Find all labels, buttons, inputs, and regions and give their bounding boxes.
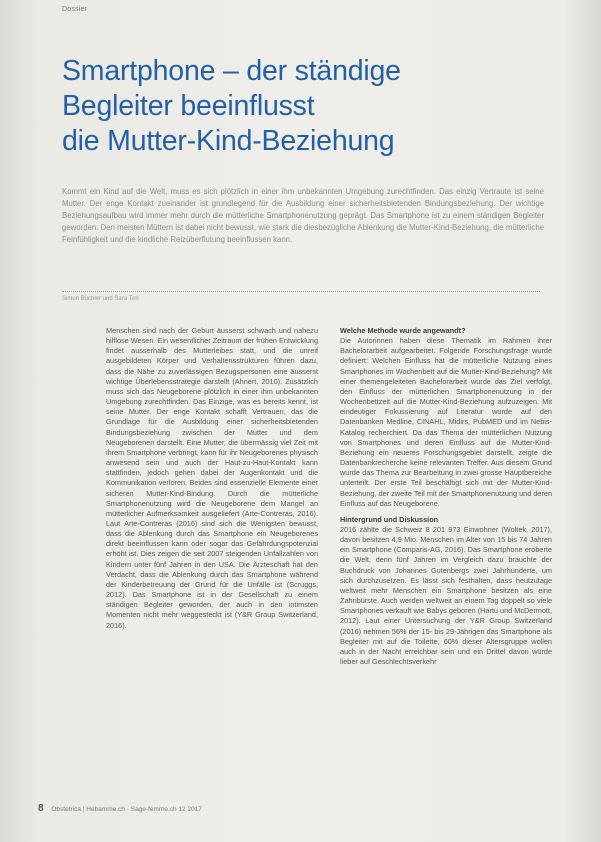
author-credit: Simon Büchler und Sara Tirri bbox=[62, 296, 139, 302]
body-text-background: 2016 zählte die Schweiz 8 201 973 Einwohner (Woltek, 2017), davon besitzen 4,9 Mio. Menschen im Alter von 15 bis 74 Jahren ein Smartphone (Comparis-AG, 2016). Das Smartphone eroberte die Welt, denn fünf Jahren im Vergleich dazu brauchte der Buchdruck von Johannes Gutenbergs zwei Jahrhunderte, um sich durchzusetzen. Es lässt sich festhalten, dass heutzutage weltweit mehr Menschen ein Smartphone besitzen als eine Zahnbürste. Auch werden weltweit an einem Tag doppelt so viele Smartphones verkauft wie Babys geboren (Hartu und McDermott, 2012). Laut einer Untersuchung der Y&R Group Switzerland (2016) nehmen 56% der 15- bis 29-Jährigen das Smartphone als Begleiter mit auf die Toilette, 60% dieser Altersgruppe wollen auch in der Nacht erreichbar sein und ein Drittel davon würde lieber auf Geschlechtsverkehr bbox=[340, 524, 552, 666]
page-footer bbox=[38, 803, 202, 814]
subheading-background: Hintergrund und Diskussion bbox=[340, 514, 439, 524]
section-rubric: Dossier bbox=[62, 6, 88, 13]
article-lead: Kommt ein Kind auf die Welt, muss es sich plötzlich in einer ihm unbekannten Umgebung zurechtfinden. Das einzig Vertraute ist seine Mutter. Der enge Kontakt zueinander ist grundlegend für die Ausbildung einer sicherheitsbietenden Bindungsbeziehung. Der wichtige Beziehungsaufbau wird immer mehr durch die mütterliche Smartphonenutzung geprägt. Das Smartphone ist zu einem ständigen Begleiter geworden. Den meisten Müttern ist dabei nicht bewusst, wie stark die diesbezügliche Ablenkung die Mutter-Kind-Beziehung, die mütterliche Feinfühligkeit und die kindliche Reizüberflutung beeinflussen kann. bbox=[62, 187, 544, 245]
body-text-left: Menschen sind nach der Geburt äusserst schwach und nahezu hilflose Wesen. Ein wesentlicher Zeitraum der frühen Entwicklung findet ausserhalb des Mutterleibes statt, und die unreif ausgebildeten Körper und Verhaltensstrukturen führen dazu, dass die Nähe zu zuverlässigen Bezugspersonen eine äusserst wichtige Überlebensstrategie darstellt (Ahnert, 2010). Zusätzlich muss sich das Neugeborene plötzlich in einer ihm unbekannten Umgebung zurechtfinden. Das Einzige, was es bereits kennt, ist seine Mutter. Der enge Kontakt schafft Vertrauen, das die Grundlage für die Ausbildung einer sicherheitsbietenden Bindungsbeziehung zwischen der Mutter und dem Neugeborenen darstellt. Eine Mutter, die übermässig viel Zeit mit ihrem Smartphone verbringt, kann für ihr Neugeborenes physisch anwesend sein und auch der Haut-zu-Haut-Kontakt kann stattfinden, jedoch gehen dabei der Augenkontakt und die Kommunikation verloren. Beides sind essenzielle Elemente einer sicheren Mutter-Kind-Bindung. Durch die mütterliche Smartphonenutzung wird die Neugeborene dem Mangel an mütterlicher Aufmerksamkeit ausgeliefert (Arte-Contreras, 2016). Laut Arte-Contreras (2016) sind sich die Wenigsten bewusst, dass die Ablenkung durch das Smartphone ein Neugeborenes direkt beeinflussen kann oder sogar das Gefährdungspotenzial erhöht ist. Dies zeigen die seit 2007 steigenden Unfallzahlen von Kindern unter fünf Jahren in den USA. Die Ärzteschaft hat den Verdacht, dass die Ablenkung durch das Smartphone während der Kinderbetreuung der Grund für die Unfälle ist (Scruggs, 2012). Das Smartphone ist in der Gesellschaft zu einem ständigen Begleiter geworden, der auch in den intimsten Momenten nicht mehr weggesteckt ist (Y&R Group Switzerland, 2016). bbox=[106, 326, 318, 630]
body-column-right bbox=[340, 326, 552, 667]
title-line-3: die Mutter-Kind-Beziehung bbox=[62, 125, 395, 157]
article-title bbox=[62, 54, 562, 159]
divider-rule bbox=[62, 291, 540, 292]
body-column-left bbox=[106, 326, 318, 631]
title-line-1: Smartphone – der ständige bbox=[62, 55, 401, 87]
title-line-2: Begleiter beeinflusst bbox=[62, 90, 315, 122]
body-text-method: Die Autorinnen haben diese Thematik im Rahmen ihrer Bachelorarbeit aufgearbeitet. Folgende Forschungsfrage wurde definiert: Welchen Einfluss hat die mütterliche Nutzung eines Smartphones im Wochenbett auf die Mutter-Kind-Beziehung? Mit einer themengeleiteten Bachelorarbeit wurde das Ziel verfolgt, den Einfluss der mütterlichen Smartphonenutzung in der Wochenbettzeit auf die Mutter-Kind-Beziehung aufzuzeigen. Mit eindeutiger Fokussierung auf Literatur wurde auf den Datenbanken Medline, CINAHL, Midirs, PubMED und im Nebis-Katalog recherchiert. Da das Thema der mütterlichen Nutzung von Smartphones und deren Einfluss auf die Mutter-Kind-Beziehung ein neueres Forschungsgebiet darstellt, zeigte die Datenbankrecherche keine relevanten Treffer. Aus diesem Grund wurde das Thema zur Bearbeitung in zwei grosse Hauptbereiche unterteilt. Der erste Teil beschäftigt sich mit der Mutter-Kind-Beziehung, der zweite Teil mit der Smartphonenutzung und deren Einfluss auf das Neugeborene. bbox=[340, 336, 552, 508]
subheading-method: Welche Methode wurde angewandt? bbox=[340, 326, 466, 335]
footer-source: Obstetrica | Hebamme.ch · Sage-femme.ch 12 2017 bbox=[51, 806, 202, 813]
page-number: 8 bbox=[38, 803, 44, 814]
